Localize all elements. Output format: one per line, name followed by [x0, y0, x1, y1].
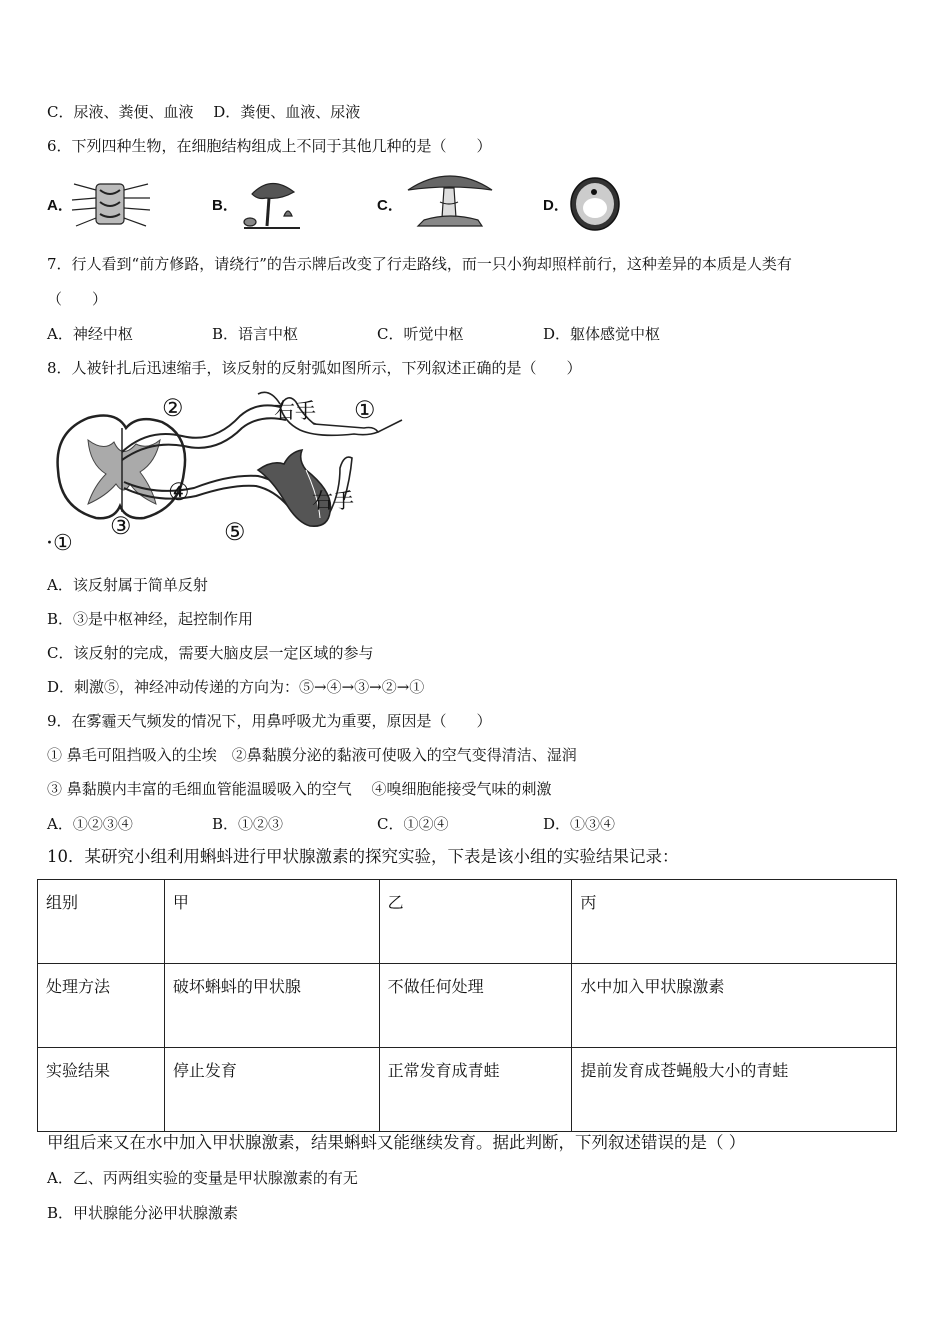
table-cell: 正常发育成青蛙 [379, 1048, 572, 1132]
table-cell: 组别 [38, 880, 165, 964]
table-cell: 丙 [572, 880, 897, 964]
table-row [38, 964, 897, 1048]
q10-option-b: B．甲状腺能分泌甲状腺激素 [47, 1204, 239, 1222]
table-row [38, 880, 897, 964]
q10-follow-up: 甲组后来又在水中加入甲状腺激素，结果蝌蚪又能继续发育。据此判断，下列叙述错误的是（ ） [47, 1133, 746, 1152]
q8-option-d: D．刺激⑤，神经冲动传递的方向为：⑤→④→③→②→① [47, 678, 425, 696]
q7-option-c: C．听觉中枢 [377, 325, 464, 343]
q7-stem-line1: 7．行人看到“前方修路，请绕行”的告示牌后改变了行走路线，而一只小狗却照样前行，这种差异的本质是人类有 [47, 255, 792, 273]
table-cell: 水中加入甲状腺激素 [572, 964, 897, 1048]
table-cell: 破坏蝌蚪的甲状腺 [164, 964, 379, 1048]
q7-option-a: A．神经中枢 [47, 325, 133, 343]
q10-results-table [37, 879, 897, 1132]
mark-4: ④ [168, 478, 190, 506]
table-cell: 处理方法 [38, 964, 165, 1048]
q9-option-c: C．①②④ [377, 815, 449, 833]
table-row [38, 1048, 897, 1132]
q6-image-b [236, 176, 306, 232]
spinal-cord-section [58, 416, 185, 519]
q9-statement-line1: ① 鼻毛可阻挡吸入的尘埃 ②鼻黏膜分泌的黏液可使吸入的空气变得清洁、湿润 [47, 746, 577, 764]
q5-option-c: C．尿液、粪便、血液 [47, 103, 194, 121]
q7-option-d: D．躯体感觉中枢 [543, 325, 661, 343]
q6-label-b: B． [212, 197, 238, 214]
table-cell: 实验结果 [38, 1048, 165, 1132]
q6-stem: 6．下列四种生物，在细胞结构组成上不同于其他几种的是（ ） [47, 137, 492, 155]
mark-1-bottom: ·① [46, 531, 73, 556]
q7-stem-line2: （ ） [47, 290, 108, 308]
q9-stem: 9．在雾霾天气频发的情况下，用鼻呼吸尤为重要，原因是（ ） [47, 712, 492, 730]
table-cell: 停止发育 [164, 1048, 379, 1132]
q6-image-a [68, 176, 154, 232]
q6-label-c: C． [377, 197, 403, 214]
q5-option-d: D．粪便、血液、尿液 [213, 103, 361, 121]
q9-option-a: A．①②③④ [47, 815, 133, 833]
table-cell: 不做任何处理 [379, 964, 572, 1048]
mark-3: ③ [110, 512, 132, 540]
table-cell: 提前发育成苍蝇般大小的青蛙 [572, 1048, 897, 1132]
q6d-nucleus [591, 189, 597, 195]
lower-hand-label: 右手 [312, 489, 354, 513]
mark-1-top: ① [354, 396, 376, 424]
q5-options-line [47, 102, 360, 122]
q8-stem: 8．人被针扎后迅速缩手，该反射的反射弧如图所示，下列叙述正确的是（ ） [47, 359, 582, 377]
q9-statement-line2: ③ 鼻黏膜内丰富的毛细血管能温暖吸入的空气 ④嗅细胞能接受气味的刺激 [47, 780, 552, 798]
q9-option-b: B．①②③ [212, 815, 284, 833]
q10-option-a: A．乙、丙两组实验的变量是甲状腺激素的有无 [47, 1169, 358, 1187]
q7-option-b: B．语言中枢 [212, 325, 299, 343]
mark-5: ⑤ [224, 518, 246, 546]
q6b-cap [252, 183, 294, 198]
upper-hand-label: 右手 [274, 399, 316, 423]
q8-reflex-arc-figure [44, 388, 424, 560]
mark-2: ② [162, 394, 184, 422]
q6-label-d: D． [543, 197, 569, 214]
q6-image-d [568, 176, 624, 232]
q6-label-a: A． [47, 197, 73, 214]
q8-option-c: C．该反射的完成，需要大脑皮层一定区域的参与 [47, 644, 374, 662]
table-cell: 乙 [379, 880, 572, 964]
q8-option-a: A．该反射属于简单反射 [47, 576, 208, 594]
q6-image-c [404, 168, 496, 232]
q10-stem: 10．某研究小组利用蝌蚪进行甲状腺激素的探究实验，下表是该小组的实验结果记录： [47, 847, 679, 866]
table-cell: 甲 [164, 880, 379, 964]
q9-option-d: D．①③④ [543, 815, 616, 833]
q8-option-b: B．③是中枢神经，起控制作用 [47, 610, 254, 628]
